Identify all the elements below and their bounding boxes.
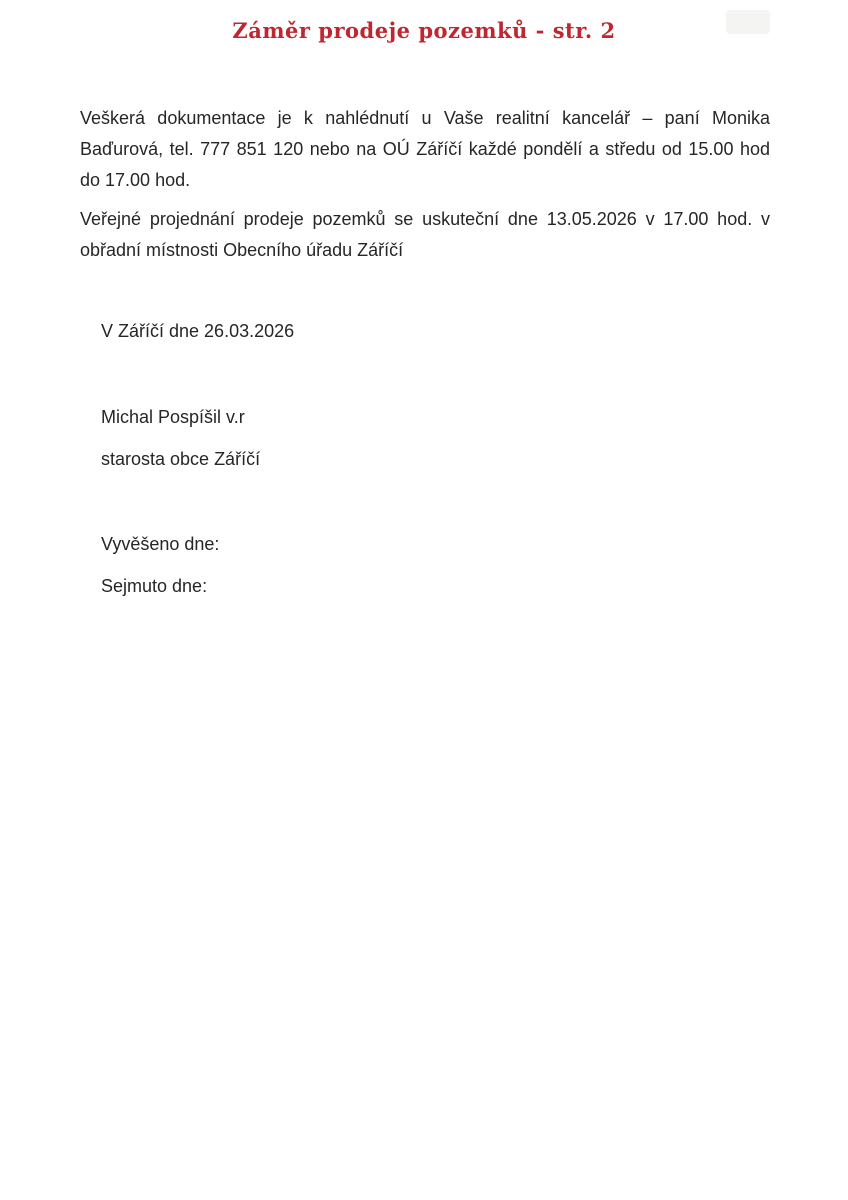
paragraph-documentation: Veškerá dokumentace je k nahlédnutí u Vaše realitní kancelář – paní Monika Baďurová, tel. 777 851 120 nebo na OÚ Záříčí každé pondělí a středu od 15.00 hod do 17.00 hod. — [80, 108, 770, 190]
signatory-name: Michal Pospíšil v.r — [101, 407, 245, 427]
posted-date-label: Vyvěšeno dne: — [101, 534, 220, 554]
scan-artifact — [726, 10, 770, 34]
document-title: Záměr prodeje pozemků - str. 2 — [232, 18, 616, 43]
document-content — [0, 103, 848, 602]
removed-date-label: Sejmuto dne: — [101, 576, 208, 596]
date-place-line: V Záříčí dne 26.03.2026 — [101, 321, 295, 341]
paragraph-public-hearing: Veřejné projednání prodeje pozemků se uskuteční dne 13.05.2026 v 17.00 hod. v obřadní místnosti Obecního úřadu Záříčí — [80, 209, 770, 260]
signatory-title: starosta obce Záříčí — [101, 449, 261, 469]
